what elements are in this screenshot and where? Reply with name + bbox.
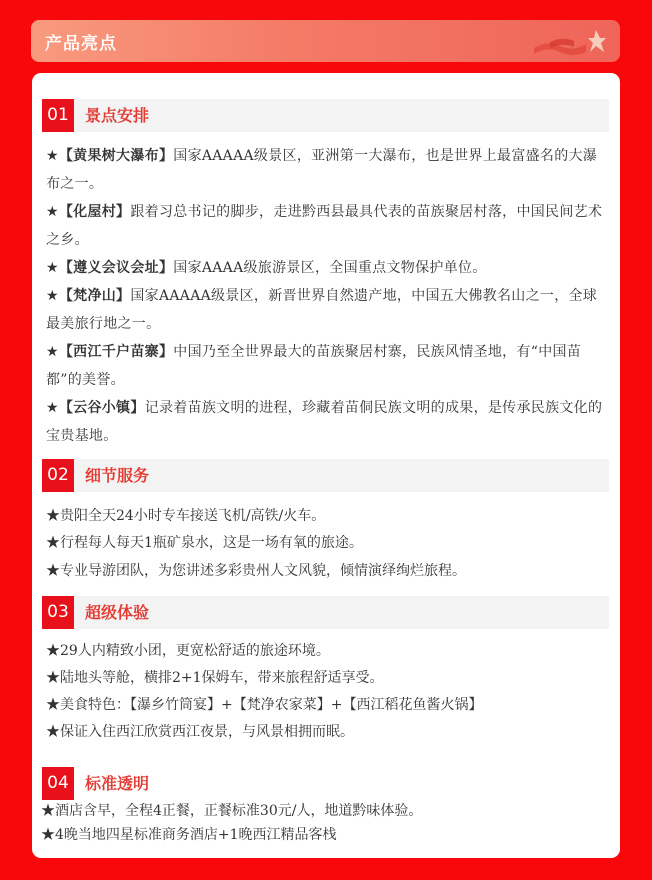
attraction-item [46, 338, 608, 394]
section-title: 标准透明 [85, 774, 150, 793]
section-number: 03 [42, 596, 74, 629]
star-icon: ★ [46, 204, 59, 220]
star-icon: ★ [46, 148, 59, 164]
star-icon: ★ [46, 400, 59, 416]
attraction-description: 国家AAAA级旅游景区，全国重点文物保护单位。 [173, 260, 487, 276]
experience-text: 美食特色：【瀑乡竹筒宴】+【梵净农家菜】+【西江稻花鱼酱火锅】 [60, 697, 483, 713]
attraction-description: 跟着习总书记的脚步，走进黔西县最具代表的苗族聚居村落，中国民间艺术之乡。 [46, 204, 603, 248]
experience-text: 陆地头等舱，横排2+1保姆车，带来旅程舒适享受。 [60, 670, 384, 686]
flag-decoration-icon [530, 26, 610, 56]
attraction-item [46, 142, 608, 198]
attraction-name: 【黄果树大瀑布】 [58, 148, 174, 164]
attraction-description: 中国乃至全世界最大的苗族聚居村寨，民族风情圣地，有“中国苗都”的美誉。 [46, 344, 582, 388]
experience-text: 保证入住西江欣赏西江夜景，与风景相拥而眠。 [60, 724, 354, 740]
section-title: 景点安排 [85, 106, 150, 125]
star-icon: ★ [46, 563, 60, 579]
standard-item [41, 822, 607, 849]
section-title: 细节服务 [85, 466, 150, 485]
experience-item [46, 638, 612, 665]
attraction-item [46, 254, 608, 282]
highlights-panel [32, 73, 620, 858]
standard-text: 4晚当地四星标准商务酒店+1晚西江精品客栈 [55, 827, 337, 843]
attraction-name: 【西江千户苗寨】 [58, 344, 174, 360]
attraction-description: 国家AAAAA级景区，新晋世界自然遗产地，中国五大佛教名山之一，全球最美旅行地之一。 [46, 288, 598, 332]
service-item [46, 530, 612, 557]
service-text: 行程每人每天1瓶矿泉水，这是一场有氧的旅途。 [60, 535, 363, 551]
section-header-attractions [42, 99, 609, 132]
section-header-service [42, 459, 609, 492]
star-icon: ★ [46, 260, 59, 276]
star-icon: ★ [46, 697, 60, 713]
section-number: 04 [42, 767, 74, 800]
star-icon: ★ [46, 288, 59, 304]
attraction-description: 记录着苗族文明的进程，珍藏着苗侗民族文明的成果，是传承民族文化的宝贵基地。 [46, 400, 603, 444]
star-icon: ★ [46, 643, 60, 659]
section-title: 超级体验 [85, 603, 150, 622]
highlights-header [31, 20, 620, 62]
star-icon: ★ [41, 827, 55, 843]
attraction-name: 【化屋村】 [58, 204, 131, 220]
section-number: 02 [42, 459, 74, 492]
star-icon: ★ [46, 508, 60, 524]
section-number: 01 [42, 99, 74, 132]
star-icon: ★ [46, 724, 60, 740]
star-icon: ★ [46, 670, 60, 686]
star-icon: ★ [46, 344, 59, 360]
experience-text: 29人内精致小团，更宽松舒适的旅途环境。 [60, 643, 330, 659]
star-icon: ★ [41, 803, 55, 819]
star-icon: ★ [46, 535, 60, 551]
section-header-transparency [42, 767, 609, 800]
standard-item [41, 798, 607, 825]
service-text: 贵阳全天24小时专车接送飞机/高铁/火车。 [60, 508, 326, 524]
attraction-name: 【遵义会议会址】 [58, 260, 174, 276]
attraction-item [46, 282, 608, 338]
experience-item [46, 665, 612, 692]
header-title: 产品亮点 [45, 34, 117, 54]
section-header-experience [42, 596, 609, 629]
experience-item [46, 719, 612, 746]
attraction-item [46, 394, 608, 450]
service-item [46, 503, 612, 530]
experience-item [46, 692, 612, 719]
attraction-name: 【梵净山】 [58, 288, 131, 304]
service-text: 专业导游团队，为您讲述多彩贵州人文风貌，倾情演绎绚烂旅程。 [60, 563, 466, 579]
standard-text: 酒店含早，全程4正餐，正餐标准30元/人，地道黔味体验。 [55, 803, 423, 819]
service-item [46, 558, 612, 585]
attraction-description: 国家AAAAA级景区，亚洲第一大瀑布，也是世界上最富盛名的大瀑布之一。 [46, 148, 598, 192]
attraction-item [46, 198, 608, 254]
attraction-name: 【云谷小镇】 [58, 400, 145, 416]
